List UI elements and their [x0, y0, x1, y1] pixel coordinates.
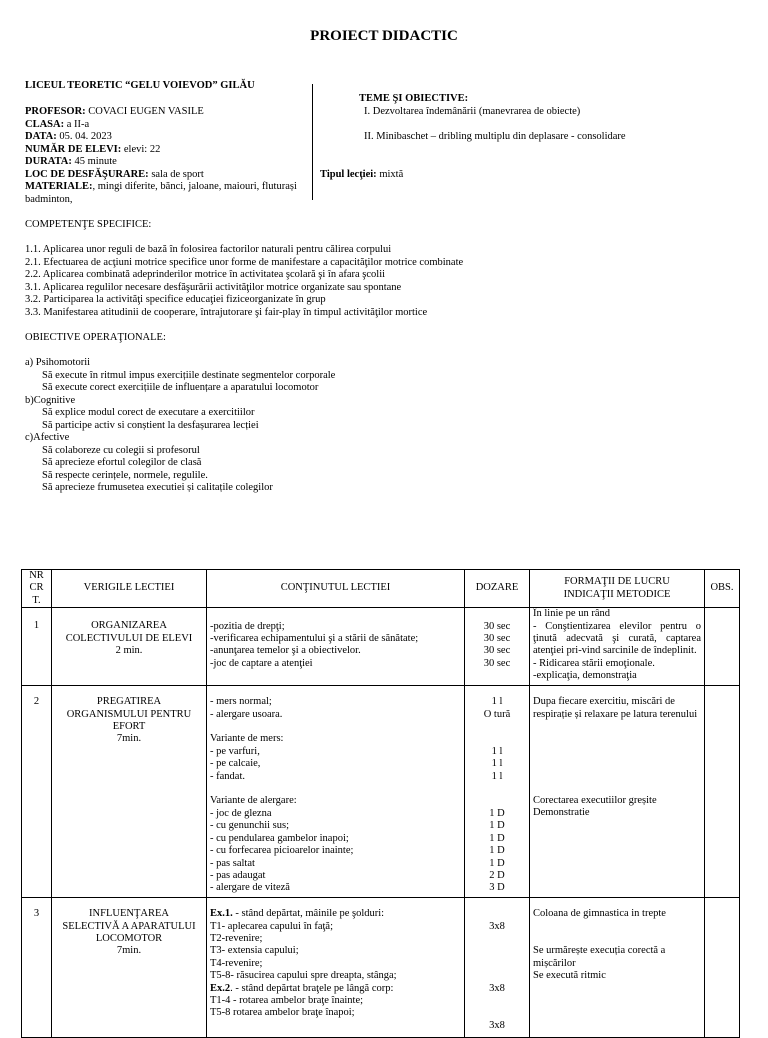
ex-text: . - stând depărtat braţele pe lângă corp: — [230, 982, 394, 994]
profesor-label: PROFESOR: — [25, 106, 86, 117]
dozare-line: 3x8 — [489, 920, 505, 932]
continut-line: T1- aplecarea capului în faţă; — [210, 920, 334, 932]
row-verigi — [52, 608, 207, 686]
competenta-item: 1.1. Aplicarea unor reguli de bază în folosirea factorilor naturali pentru călirea corpului — [25, 244, 392, 255]
continut-line — [210, 608, 461, 620]
teme-label: TEME ŞI OBIECTIVE: — [359, 93, 469, 104]
obiective-c-label: c)Afective — [25, 432, 70, 443]
continut-line: - fandat. — [210, 770, 245, 782]
continut-line — [210, 783, 461, 795]
formatii-line: Demonstratie — [533, 807, 590, 819]
table-row — [22, 686, 740, 898]
header-dozare: DOZARE — [465, 570, 530, 608]
competenta-item: 3.3. Manifestarea atitudinii de cooperare, întrajutorare şi fair-play în timpul activităţilor mortice — [25, 306, 428, 318]
dozare-line: O tură — [483, 708, 511, 720]
continut-line: -pozitia de drepţi; — [210, 620, 285, 632]
loc-line — [25, 169, 204, 182]
row-nr: 2 — [22, 686, 52, 898]
table-row — [22, 898, 740, 1038]
row-nr: 3 — [22, 898, 52, 1038]
row-formatii — [530, 686, 705, 898]
continut-line: - pas adaugat — [210, 869, 266, 881]
formatii-line — [533, 921, 701, 933]
row-formatii — [530, 608, 705, 686]
nr-elevi-value: elevi: 22 — [121, 144, 161, 155]
competenta-item: 3.1. Aplicarea regulilor necesare desfăşurării activităţilor motrice organizate sau spontane — [25, 281, 402, 293]
verigi-line: SELECTIVĂ A APARATULUI — [62, 920, 196, 932]
row-nr: 1 — [22, 608, 52, 686]
dozare-line: 1 D — [489, 807, 505, 819]
tema-1: I. Dezvoltarea îndemânării (manevrarea de obiecte) — [364, 106, 581, 117]
dozare-line — [468, 783, 526, 795]
profesor-value: COVACI EUGEN VASILE — [85, 106, 204, 117]
materiale-label: MATERIALE: — [25, 181, 93, 192]
formatii-line: - Ridicarea stării emoţionale. — [533, 657, 655, 669]
continut-line — [210, 721, 461, 733]
dozare-line: 1 D — [489, 845, 505, 857]
formatii-line: Se urmărește execuția corectă a — [533, 945, 666, 957]
verigi-line: ORGANISMULUI PENTRU — [66, 708, 192, 720]
verigi-line: 2 min. — [115, 645, 143, 657]
tip-lectie-label: Tipul lecţiei: — [320, 169, 377, 180]
nr-elevi-label: NUMĂR DE ELEVI: — [25, 144, 122, 155]
header-nr-line: T. — [32, 594, 41, 606]
row-obs — [705, 608, 740, 686]
dozare-line — [468, 933, 526, 945]
continut-line: T1-4 - rotarea ambelor braţe înainte; — [210, 995, 364, 1007]
clasa-label: CLASA: — [25, 119, 65, 130]
ex-text: - stând depărtat, mâinile pe şolduri: — [232, 908, 385, 920]
obiectiv-item: Să execute corect exercițiile de influențare a aparatului locomotor — [42, 382, 319, 393]
dozare-line — [468, 995, 526, 1007]
data-line — [25, 131, 112, 144]
obiective-b-label: b)Cognitive — [25, 394, 76, 406]
header-formatii-line: FORMAŢII DE LUCRU — [564, 576, 670, 588]
competenta-item: 2.2. Aplicarea combinată adeprinderilor motrice în activitatea şcolară şi în afara şcolii — [25, 269, 386, 280]
verigi-line: INFLUENŢAREA — [89, 908, 169, 920]
durata-label: DURATA: — [25, 156, 72, 167]
continut-line: T5-8 rotarea ambelor braţe înapoi; — [210, 1007, 355, 1019]
continut-line — [210, 983, 461, 995]
loc-label: LOC DE DESFĂŞURARE: — [25, 169, 149, 180]
table-row — [22, 608, 740, 686]
page-title: PROIECT DIDACTIC — [310, 28, 458, 44]
formatii-spacer — [533, 721, 701, 795]
verigi-line: EFORT — [112, 721, 146, 733]
dozare-line: 1 l — [491, 745, 503, 757]
continut-line: T2-revenire; — [210, 933, 263, 945]
formatii-line: Se execută ritmic — [533, 970, 606, 982]
continut-line: - cu genunchii sus; — [210, 820, 290, 832]
data-label: DATA: — [25, 131, 57, 142]
row-obs — [705, 686, 740, 898]
dozare-line — [468, 945, 526, 957]
dozare-line — [468, 958, 526, 970]
row-dozare — [465, 898, 530, 1038]
dozare-line — [468, 721, 526, 733]
continut-line: - pas saltat — [210, 857, 255, 869]
formatii-line: mișcărilor — [533, 957, 576, 969]
dozare-line — [468, 970, 526, 982]
dozare-line — [468, 733, 526, 745]
obiectiv-item: Să execute în ritmul impus exercițiile destinate segmentelor corporale — [42, 369, 336, 381]
continut-line — [210, 908, 461, 920]
dozare-line: 1 l — [491, 770, 503, 782]
obiective-heading: OBIECTIVE OPERAŢIONALE: — [25, 332, 166, 343]
header-divider — [312, 84, 313, 200]
header-verigile: VERIGILE LECTIEI — [52, 570, 207, 608]
dozare-line: 1 D — [489, 857, 505, 869]
ex-label: Ex.1. — [210, 908, 233, 920]
dozare-line: 3x8 — [489, 982, 505, 994]
header-nr-line: NR — [29, 570, 44, 581]
row-continut — [207, 686, 465, 898]
clasa-line — [25, 119, 89, 132]
continut-line: T4-revenire; — [210, 957, 263, 969]
header-nr-line: CR — [29, 582, 44, 594]
verigi-line: PREGATIREA — [96, 696, 162, 708]
dozare-line: 3 D — [489, 882, 505, 894]
tip-lectie-line — [320, 169, 403, 182]
continut-line: Variante de mers: — [210, 733, 284, 745]
nr-elevi-line — [25, 144, 160, 157]
formatii-line: -explicaţia, demonstraţia — [533, 670, 637, 682]
dozare-line — [468, 908, 526, 920]
obiectiv-item: Să respecte cerințele, normele, regulile. — [42, 469, 208, 481]
row-continut — [207, 608, 465, 686]
obiectiv-item: Să colaboreze cu colegii si profesorul — [42, 444, 200, 456]
verigi-line: 7min. — [116, 945, 142, 957]
formatii-line — [533, 933, 701, 945]
row-continut — [207, 898, 465, 1038]
competente-list — [25, 244, 463, 319]
tema-2: II. Minibaschet – dribling multiplu din deplasare - consolidare — [364, 131, 626, 142]
dozare-line: 30 sec — [483, 645, 511, 657]
continut-line: - alergare de viteză — [210, 882, 290, 894]
formatii-paragraph: Dupa fiecare exercitiu, miscări de respirație și relaxare pe latura terenului — [533, 696, 698, 720]
materiale-line — [25, 181, 297, 194]
profesor-line — [25, 106, 204, 119]
continut-line: - cu forfecarea picioarelor inainte; — [210, 845, 354, 857]
continut-line: -joc de captare a atenţiei — [210, 657, 313, 669]
durata-value: 45 minute — [71, 156, 117, 167]
formatii-line: Corectarea executiilor greșite — [533, 795, 657, 807]
clasa-value: a II-a — [64, 119, 90, 130]
competenta-item: 2.1. Efectuarea de acţiuni motrice specifice unor forme de manifestare a capacităţilor motrice combinate — [25, 256, 464, 268]
continut-line: - cu pendularea gambelor inapoi; — [210, 832, 349, 844]
continut-line: - pe calcaie, — [210, 758, 261, 770]
verigi-line: COLECTIVULUI DE ELEVI — [65, 632, 193, 644]
row-dozare — [465, 608, 530, 686]
data-value: 05. 04. 2023 — [56, 131, 112, 142]
dozare-line: 3x8 — [489, 1019, 505, 1031]
header-formatii-line: INDICAŢII METODICE — [563, 588, 671, 600]
table-header-row — [22, 570, 740, 608]
dozare-line: 30 sec — [483, 657, 511, 669]
header-nr — [22, 570, 52, 608]
lesson-plan-table — [21, 569, 740, 1038]
materiale-value: , mingi diferite, bănci, jaloane, maiouri, fluturași — [92, 181, 297, 192]
competenta-item: 3.2. Participarea la activităţi specifice educaţiei fiziceorganizate în grup — [25, 294, 326, 305]
row-dozare — [465, 686, 530, 898]
ex-label: Ex.2 — [210, 982, 231, 994]
row-verigi — [52, 686, 207, 898]
header-formatii — [530, 570, 705, 608]
obiectiv-item: Să participe activ si conștient la desfașurarea lecției — [42, 419, 259, 431]
formatii-paragraph: - Conştientizarea elevilor pentru o ţinută adecvată şi curată, captarea atenţiei pri-vind sarcinile de îndeplinit. — [533, 620, 701, 657]
materiale-line-2: badminton, — [25, 194, 73, 205]
header-obs: OBS. — [705, 570, 740, 608]
obiectiv-item: Să aprecieze frumusetea executiei și calitațile colegilor — [42, 482, 273, 493]
verigi-line: LOCOMOTOR — [95, 933, 163, 945]
verigi-line: 7min. — [116, 733, 142, 745]
formatii-line: Coloana de gimnastica in trepte — [533, 908, 666, 920]
dozare-line: 1 l — [491, 696, 503, 708]
row-verigi — [52, 898, 207, 1038]
competente-heading: COMPETENŢE SPECIFICE: — [25, 219, 152, 230]
continut-line: -verificarea echipamentului şi a stării de sănătate; — [210, 633, 419, 645]
dozare-line: 1 D — [489, 832, 505, 844]
continut-line: -anunţarea temelor şi a obiectivelor. — [210, 645, 361, 657]
verigi-line: ORGANIZAREA — [91, 620, 167, 632]
obiectiv-item: Să aprecieze efortul colegilor de clasă — [42, 457, 202, 468]
dozare-line: 1 D — [489, 820, 505, 832]
dozare-line — [468, 795, 526, 807]
durata-line — [25, 156, 117, 169]
obiective-list — [25, 357, 335, 495]
dozare-line: 1 l — [491, 758, 503, 770]
obiective-a-label: a) Psihomotorii — [25, 357, 91, 368]
continut-line: - mers normal; — [210, 696, 272, 708]
header-continut: CONŢINUTUL LECTIEI — [207, 570, 465, 608]
loc-value: sala de sport — [148, 169, 204, 180]
dozare-line: 2 D — [489, 869, 505, 881]
dozare-line — [468, 608, 526, 620]
dozare-line: 30 sec — [483, 620, 511, 632]
dozare-line: 30 sec — [483, 633, 511, 645]
continut-line: Variante de alergare: — [210, 795, 297, 807]
obiectiv-item: Să explice modul corect de executare a exercitiilor — [42, 407, 255, 418]
continut-line: T5-8- răsucirea capului spre dreapta, stânga; — [210, 970, 397, 982]
row-formatii — [530, 898, 705, 1038]
tip-lectie-value: mixtă — [376, 169, 404, 180]
dozare-line — [468, 1007, 526, 1019]
continut-line: - alergare usoara. — [210, 708, 283, 720]
continut-line: T3- extensia capului; — [210, 945, 299, 957]
school-name: LICEUL TEORETIC “GELU VOIEVOD” GILĂU — [25, 80, 255, 91]
continut-line: - pe varfuri, — [210, 745, 260, 757]
formatii-line: În linie pe un rând — [533, 608, 610, 620]
row-obs — [705, 898, 740, 1038]
continut-line: - joc de glezna — [210, 807, 272, 819]
